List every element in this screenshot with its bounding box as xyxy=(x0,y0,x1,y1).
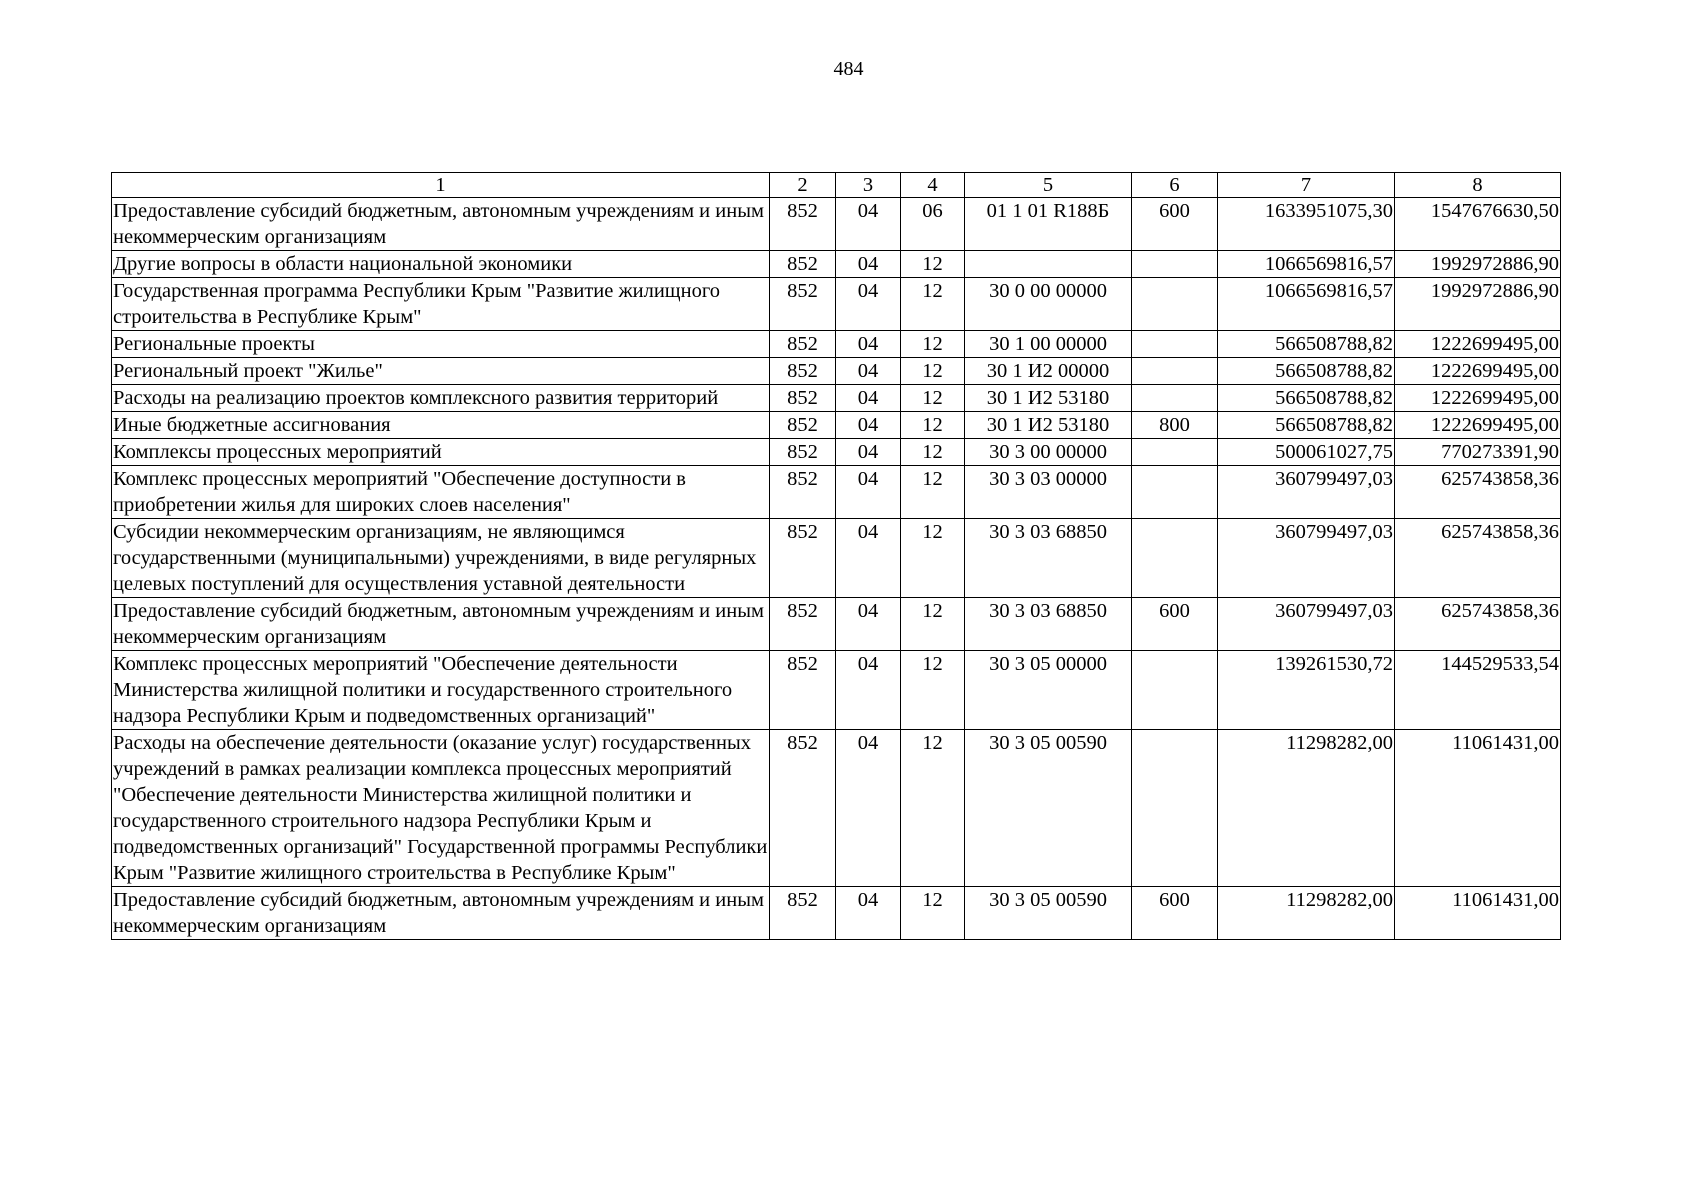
amount-year-2: 1222699495,00 xyxy=(1395,385,1561,412)
section-code: 04 xyxy=(836,358,901,385)
target-article-code: 30 1 И2 53180 xyxy=(965,412,1132,439)
target-article-code: 30 0 00 00000 xyxy=(965,278,1132,331)
subsection-code: 12 xyxy=(901,278,965,331)
ministry-code: 852 xyxy=(770,385,836,412)
section-code: 04 xyxy=(836,598,901,651)
amount-year-1: 11298282,00 xyxy=(1218,887,1395,940)
target-article-code: 30 3 03 00000 xyxy=(965,466,1132,519)
ministry-code: 852 xyxy=(770,598,836,651)
table-row xyxy=(112,887,1561,940)
table-row xyxy=(112,730,1561,887)
expense-type-code: 600 xyxy=(1132,887,1218,940)
table-body xyxy=(112,198,1561,940)
subsection-code: 12 xyxy=(901,439,965,466)
table-row xyxy=(112,251,1561,278)
expense-type-code xyxy=(1132,730,1218,887)
amount-year-2: 1992972886,90 xyxy=(1395,278,1561,331)
target-article-code: 30 3 03 68850 xyxy=(965,598,1132,651)
column-header: 8 xyxy=(1395,173,1561,198)
subsection-code: 12 xyxy=(901,385,965,412)
expense-type-code xyxy=(1132,651,1218,730)
amount-year-1: 566508788,82 xyxy=(1218,385,1395,412)
table-row xyxy=(112,412,1561,439)
table-row xyxy=(112,385,1561,412)
section-code: 04 xyxy=(836,331,901,358)
ministry-code: 852 xyxy=(770,278,836,331)
amount-year-1: 360799497,03 xyxy=(1218,466,1395,519)
expense-type-code: 800 xyxy=(1132,412,1218,439)
amount-year-2: 11061431,00 xyxy=(1395,730,1561,887)
subsection-code: 12 xyxy=(901,598,965,651)
section-code: 04 xyxy=(836,439,901,466)
budget-table xyxy=(111,172,1561,940)
subsection-code: 12 xyxy=(901,651,965,730)
row-description: Комплексы процессных мероприятий xyxy=(112,439,770,466)
amount-year-2: 1222699495,00 xyxy=(1395,412,1561,439)
expense-type-code xyxy=(1132,385,1218,412)
target-article-code: 30 3 05 00590 xyxy=(965,730,1132,887)
target-article-code: 01 1 01 R188Б xyxy=(965,198,1132,251)
target-article-code: 30 1 00 00000 xyxy=(965,331,1132,358)
amount-year-1: 500061027,75 xyxy=(1218,439,1395,466)
amount-year-2: 11061431,00 xyxy=(1395,887,1561,940)
section-code: 04 xyxy=(836,198,901,251)
column-header: 3 xyxy=(836,173,901,198)
row-description: Предоставление субсидий бюджетным, автономным учреждениям и иным некоммерческим организациям xyxy=(112,198,770,251)
ministry-code: 852 xyxy=(770,251,836,278)
section-code: 04 xyxy=(836,651,901,730)
table-header-row xyxy=(112,173,1561,198)
table-row xyxy=(112,598,1561,651)
table-row xyxy=(112,331,1561,358)
ministry-code: 852 xyxy=(770,439,836,466)
ministry-code: 852 xyxy=(770,730,836,887)
section-code: 04 xyxy=(836,887,901,940)
target-article-code: 30 3 00 00000 xyxy=(965,439,1132,466)
amount-year-2: 1222699495,00 xyxy=(1395,331,1561,358)
section-code: 04 xyxy=(836,412,901,439)
row-description: Расходы на реализацию проектов комплексного развития территорий xyxy=(112,385,770,412)
amount-year-2: 625743858,36 xyxy=(1395,598,1561,651)
column-header: 4 xyxy=(901,173,965,198)
subsection-code: 06 xyxy=(901,198,965,251)
expense-type-code xyxy=(1132,466,1218,519)
amount-year-2: 770273391,90 xyxy=(1395,439,1561,466)
amount-year-1: 566508788,82 xyxy=(1218,412,1395,439)
section-code: 04 xyxy=(836,385,901,412)
target-article-code xyxy=(965,251,1132,278)
section-code: 04 xyxy=(836,519,901,598)
amount-year-1: 1066569816,57 xyxy=(1218,278,1395,331)
amount-year-1: 1633951075,30 xyxy=(1218,198,1395,251)
amount-year-1: 566508788,82 xyxy=(1218,358,1395,385)
row-description: Субсидии некоммерческим организациям, не являющимся государственными (муниципальными) учреждениями, в виде регулярных целевых поступлений для осуществления уставной деятельности xyxy=(112,519,770,598)
expense-type-code xyxy=(1132,358,1218,385)
target-article-code: 30 3 03 68850 xyxy=(965,519,1132,598)
expense-type-code xyxy=(1132,439,1218,466)
amount-year-2: 144529533,54 xyxy=(1395,651,1561,730)
row-description: Предоставление субсидий бюджетным, автономным учреждениям и иным некоммерческим организациям xyxy=(112,887,770,940)
expense-type-code xyxy=(1132,331,1218,358)
target-article-code: 30 1 И2 53180 xyxy=(965,385,1132,412)
section-code: 04 xyxy=(836,278,901,331)
row-description: Расходы на обеспечение деятельности (оказание услуг) государственных учреждений в рамках реализации комплекса процессных мероприятий "Обеспечение деятельности Министерства жилищной политики и государственного строительного надзора Республики Крым и подведомственных организаций" Государственной программы Республики Крым "Развитие жилищного строительства в Республике Крым" xyxy=(112,730,770,887)
table-row xyxy=(112,198,1561,251)
subsection-code: 12 xyxy=(901,251,965,278)
subsection-code: 12 xyxy=(901,519,965,598)
page-number: 484 xyxy=(833,58,864,80)
row-description: Предоставление субсидий бюджетным, автономным учреждениям и иным некоммерческим организациям xyxy=(112,598,770,651)
expense-type-code xyxy=(1132,251,1218,278)
amount-year-2: 625743858,36 xyxy=(1395,466,1561,519)
amount-year-1: 11298282,00 xyxy=(1218,730,1395,887)
table-row xyxy=(112,358,1561,385)
column-header: 7 xyxy=(1218,173,1395,198)
subsection-code: 12 xyxy=(901,358,965,385)
ministry-code: 852 xyxy=(770,887,836,940)
row-description: Региональные проекты xyxy=(112,331,770,358)
amount-year-1: 566508788,82 xyxy=(1218,331,1395,358)
amount-year-1: 139261530,72 xyxy=(1218,651,1395,730)
ministry-code: 852 xyxy=(770,651,836,730)
ministry-code: 852 xyxy=(770,466,836,519)
table-row xyxy=(112,519,1561,598)
row-description: Региональный проект "Жилье" xyxy=(112,358,770,385)
amount-year-2: 1547676630,50 xyxy=(1395,198,1561,251)
row-description: Государственная программа Республики Крым "Развитие жилищного строительства в Республике Крым" xyxy=(112,278,770,331)
row-description: Другие вопросы в области национальной экономики xyxy=(112,251,770,278)
ministry-code: 852 xyxy=(770,358,836,385)
column-header: 1 xyxy=(112,173,770,198)
table-row xyxy=(112,466,1561,519)
subsection-code: 12 xyxy=(901,887,965,940)
ministry-code: 852 xyxy=(770,412,836,439)
row-description: Комплекс процессных мероприятий "Обеспечение деятельности Министерства жилищной политики и государственного строительного надзора Республики Крым и подведомственных организаций" xyxy=(112,651,770,730)
column-header: 5 xyxy=(965,173,1132,198)
section-code: 04 xyxy=(836,730,901,887)
amount-year-2: 625743858,36 xyxy=(1395,519,1561,598)
expense-type-code: 600 xyxy=(1132,598,1218,651)
target-article-code: 30 1 И2 00000 xyxy=(965,358,1132,385)
subsection-code: 12 xyxy=(901,730,965,887)
subsection-code: 12 xyxy=(901,331,965,358)
amount-year-1: 360799497,03 xyxy=(1218,519,1395,598)
table-row xyxy=(112,651,1561,730)
expense-type-code: 600 xyxy=(1132,198,1218,251)
section-code: 04 xyxy=(836,466,901,519)
amount-year-2: 1222699495,00 xyxy=(1395,358,1561,385)
subsection-code: 12 xyxy=(901,412,965,439)
target-article-code: 30 3 05 00590 xyxy=(965,887,1132,940)
table-row xyxy=(112,439,1561,466)
amount-year-2: 1992972886,90 xyxy=(1395,251,1561,278)
ministry-code: 852 xyxy=(770,198,836,251)
section-code: 04 xyxy=(836,251,901,278)
expense-type-code xyxy=(1132,519,1218,598)
table-row xyxy=(112,278,1561,331)
column-header: 6 xyxy=(1132,173,1218,198)
expense-type-code xyxy=(1132,278,1218,331)
amount-year-1: 360799497,03 xyxy=(1218,598,1395,651)
ministry-code: 852 xyxy=(770,519,836,598)
column-header: 2 xyxy=(770,173,836,198)
row-description: Комплекс процессных мероприятий "Обеспечение доступности в приобретении жилья для широких слоев населения" xyxy=(112,466,770,519)
row-description: Иные бюджетные ассигнования xyxy=(112,412,770,439)
subsection-code: 12 xyxy=(901,466,965,519)
ministry-code: 852 xyxy=(770,331,836,358)
target-article-code: 30 3 05 00000 xyxy=(965,651,1132,730)
amount-year-1: 1066569816,57 xyxy=(1218,251,1395,278)
